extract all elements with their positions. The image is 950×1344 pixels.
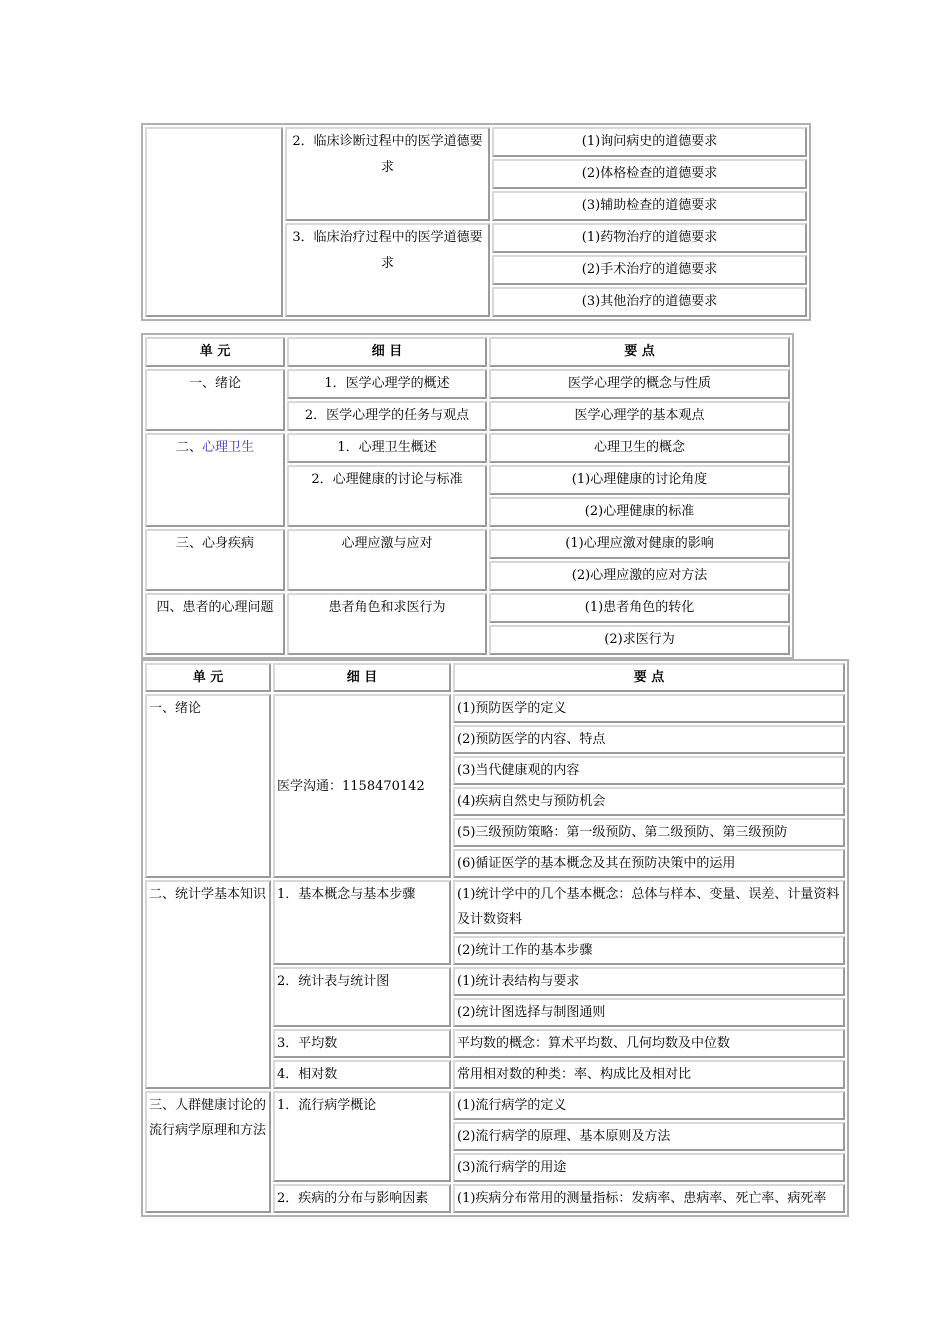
point-cell: (2)手术治疗的道德要求 <box>492 255 807 285</box>
table-header-row <box>145 663 845 692</box>
point-cell: (2)心理应激的应对方法 <box>489 561 790 591</box>
point-cell: 医学心理学的概念与性质 <box>489 369 790 399</box>
table-row <box>145 593 790 623</box>
point-cell: (1)统计表结构与要求 <box>453 967 845 996</box>
header-unit: 单 元 <box>145 663 271 692</box>
unit-prefix: 二、 <box>175 440 202 455</box>
item-cell: 患者角色和求医行为 <box>287 593 487 655</box>
point-cell: (4)疾病自然史与预防机会 <box>453 787 845 816</box>
unit-cell: 三、心身疾病 <box>145 529 285 591</box>
point-cell: (1)患者角色的转化 <box>489 593 790 623</box>
table-row <box>145 369 790 399</box>
item-cell: 1．心理卫生概述 <box>287 433 487 463</box>
table-row <box>145 1091 845 1120</box>
point-cell: (5)三级预防策略：第一级预防、第二级预防、第三级预防 <box>453 818 845 847</box>
point-cell: (2)统计图选择与制图通则 <box>453 998 845 1027</box>
point-cell: (1)心理应激对健康的影响 <box>489 529 790 559</box>
item-cell <box>285 223 490 317</box>
point-cell: (2)流行病学的原理、基本原则及方法 <box>453 1122 845 1151</box>
point-cell: (2)预防医学的内容、特点 <box>453 725 845 754</box>
item-cell: 1．基本概念与基本步骤 <box>273 880 451 965</box>
point-cell: (3)流行病学的用途 <box>453 1153 845 1182</box>
item-cell: 2．疾病的分布与影响因素 <box>273 1184 451 1213</box>
unit-cell: 一、绪论 <box>145 694 271 878</box>
table-row <box>145 127 807 157</box>
point-cell: (1)询问病史的道德要求 <box>492 127 807 157</box>
point-cell: (1)心理健康的讨论角度 <box>489 465 790 495</box>
table-header-row <box>145 337 790 367</box>
item-cell: 3．平均数 <box>273 1029 451 1058</box>
point-cell: (3)其他治疗的道德要求 <box>492 287 807 317</box>
table-row <box>145 529 790 559</box>
item-cell <box>285 127 490 221</box>
point-cell: (2)心理健康的标准 <box>489 497 790 527</box>
point-cell: (1)流行病学的定义 <box>453 1091 845 1120</box>
item-cell: 医学沟通：1158470142 <box>273 694 451 878</box>
point-cell: 常用相对数的种类：率、构成比及相对比 <box>453 1060 845 1089</box>
item-cell: 2．心理健康的讨论与标准 <box>287 465 487 527</box>
item-cell: 2．统计表与统计图 <box>273 967 451 1027</box>
item-cell: 4．相对数 <box>273 1060 451 1089</box>
point-cell: (2)体格检查的道德要求 <box>492 159 807 189</box>
item-cell: 心理应激与应对 <box>287 529 487 591</box>
item-text: 2．临床诊断过程中的医学道德要求 <box>292 134 483 175</box>
unit-cell: 二、统计学基本知识 <box>145 880 271 1089</box>
unit-link[interactable]: 心理卫生 <box>202 440 255 455</box>
item-cell: 1．医学心理学的概述 <box>287 369 487 399</box>
unit-cell <box>145 433 285 527</box>
unit-cell: 四、患者的心理问题 <box>145 593 285 655</box>
item-cell: 2．医学心理学的任务与观点 <box>287 401 487 431</box>
header-item: 细 目 <box>287 337 487 367</box>
point-cell: 心理卫生的概念 <box>489 433 790 463</box>
point-cell: (1)药物治疗的道德要求 <box>492 223 807 253</box>
header-unit: 单 元 <box>145 337 285 367</box>
table-row <box>145 694 845 723</box>
header-points: 要 点 <box>453 663 845 692</box>
header-points: 要 点 <box>489 337 790 367</box>
point-cell: (2)求医行为 <box>489 625 790 655</box>
point-cell: (3)辅助检查的道德要求 <box>492 191 807 221</box>
point-cell: (3)当代健康观的内容 <box>453 756 845 785</box>
point-cell: (1)疾病分布常用的测量指标：发病率、患病率、死亡率、病死率 <box>453 1184 845 1213</box>
item-cell: 1．流行病学概论 <box>273 1091 451 1182</box>
point-cell: (1)预防医学的定义 <box>453 694 845 723</box>
point-cell: 医学心理学的基本观点 <box>489 401 790 431</box>
point-cell: (6)循证医学的基本概念及其在预防决策中的运用 <box>453 849 845 878</box>
table-medical-psychology <box>141 333 794 659</box>
item-text: 3．临床治疗过程中的医学道德要求 <box>292 230 483 271</box>
unit-cell: 一、绪论 <box>145 369 285 431</box>
table-preventive-medicine <box>141 659 849 1217</box>
table-clinical-ethics <box>141 123 811 321</box>
unit-cell: 三、人群健康讨论的流行病学原理和方法 <box>145 1091 271 1213</box>
point-cell: (1)统计学中的几个基本概念：总体与样本、变量、误差、计量资料及计数资料 <box>453 880 845 934</box>
header-item: 细 目 <box>273 663 451 692</box>
unit-cell-empty <box>145 127 283 317</box>
table-row <box>145 880 845 934</box>
table-row <box>145 433 790 463</box>
point-cell: 平均数的概念：算术平均数、几何均数及中位数 <box>453 1029 845 1058</box>
point-cell: (2)统计工作的基本步骤 <box>453 936 845 965</box>
